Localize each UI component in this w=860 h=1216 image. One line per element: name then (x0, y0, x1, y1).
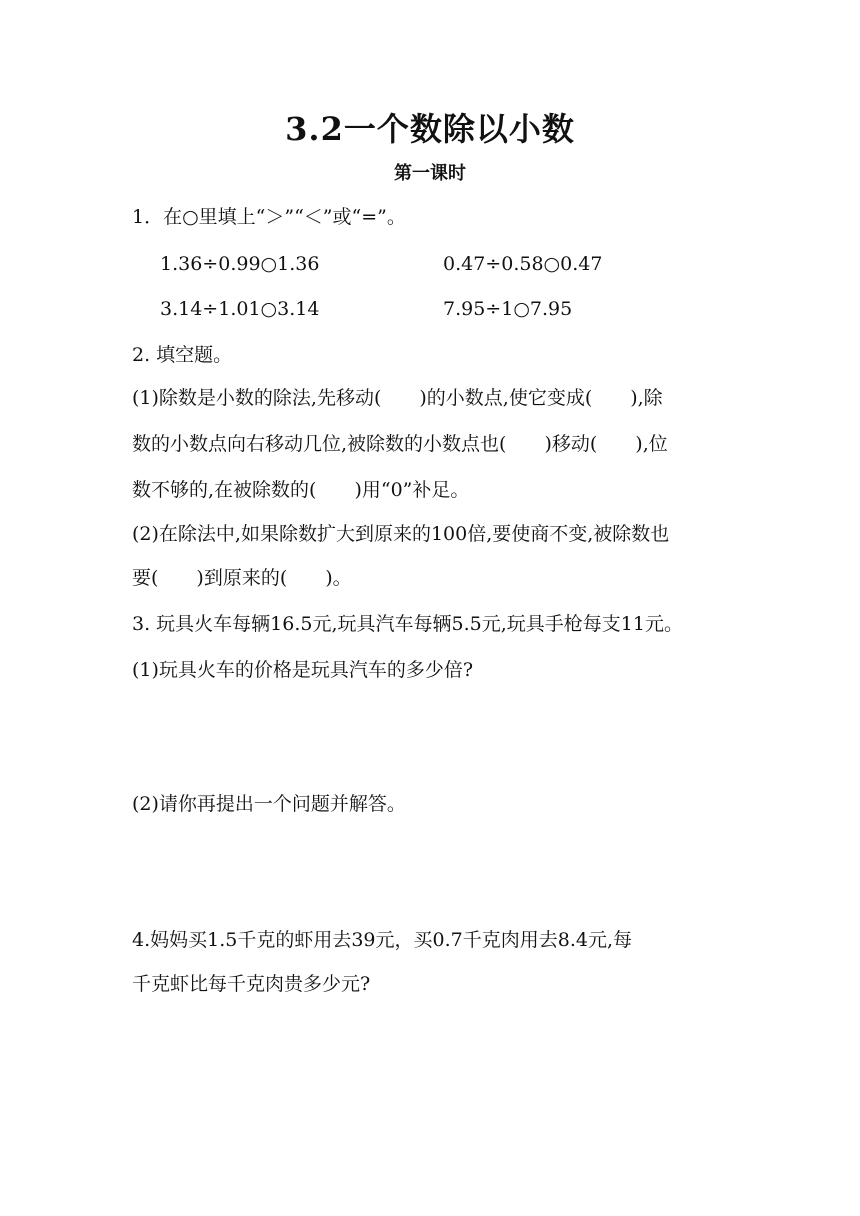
q2-line: (1)除数是小数的除法,先移动( )的小数点,使它变成( ),除 (132, 387, 663, 409)
q2-prompt: 2. 填空题。 (132, 344, 233, 366)
q3-sub2: (2)请你再提出一个问题并解答。 (132, 793, 406, 815)
q2-line: (2)在除法中,如果除数扩大到原来的100倍,要使商不变,被除数也 (132, 523, 670, 545)
q1-item: 7.95÷1○7.95 (443, 298, 573, 320)
q1-item: 3.14÷1.01○3.14 (160, 298, 320, 320)
q1-prompt: 1．在○里填上“＞”“＜”或“=”。 (132, 206, 406, 228)
q4-line: 4.妈妈买1.5千克的虾用去39元，买0.7千克肉用去8.4元,每 (132, 929, 632, 951)
q2-line: 数不够的,在被除数的( )用“0”补足。 (132, 479, 470, 501)
q3-prompt: 3. 玩具火车每辆16.5元,玩具汽车每辆5.5元,玩具手枪每支11元。 (132, 613, 683, 635)
q1-item: 0.47÷0.58○0.47 (443, 253, 603, 275)
q2-line: 数的小数点向右移动几位,被除数的小数点也( )移动( ),位 (132, 433, 668, 455)
page-subtitle: 第一课时 (394, 163, 466, 184)
q2-line: 要( )到原来的( )。 (132, 567, 352, 589)
q1-item: 1.36÷0.99○1.36 (160, 253, 320, 275)
q3-sub1: (1)玩具火车的价格是玩具汽车的多少倍? (132, 659, 474, 681)
q4-line: 千克虾比每千克肉贵多少元? (132, 973, 371, 995)
page-title: 3.2一个数除以小数 (285, 110, 575, 148)
